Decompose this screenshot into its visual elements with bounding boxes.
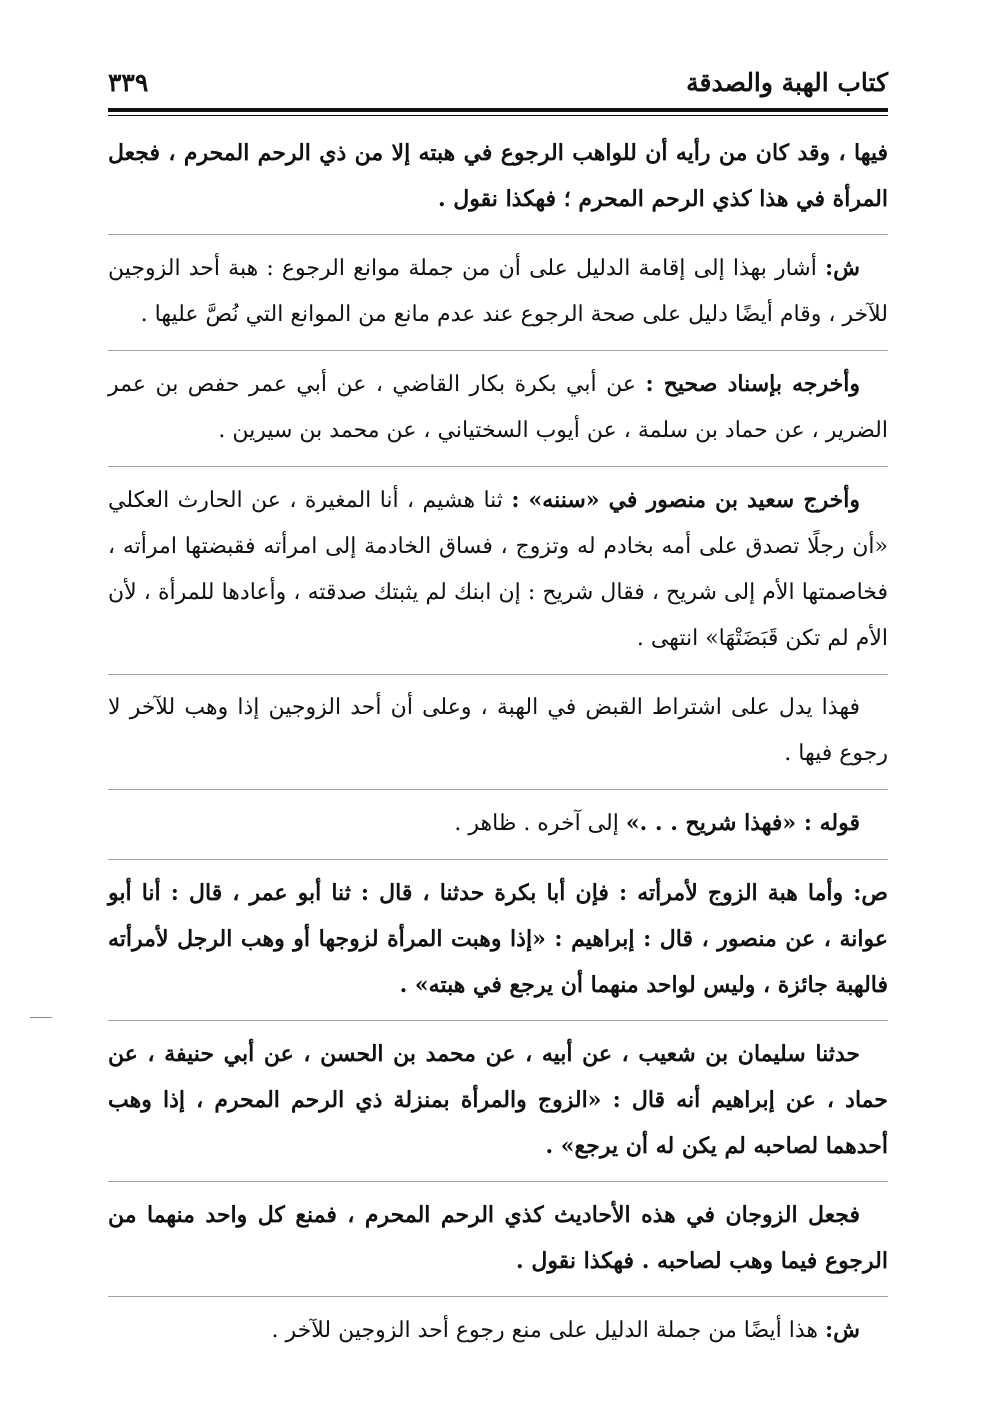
page-header — [108, 62, 888, 106]
margin-mark — [30, 1017, 52, 1018]
paragraph-text: فيها ، وقد كان من رأيه أن للواهب الرجوع في هبته إلا من ذي الرحم المحرم ، فجعل المرأة في هذا كذي الرحم المحرم ؛ فهكذا نقول . — [108, 140, 888, 212]
section-divider — [108, 859, 888, 860]
section-divider — [108, 789, 888, 790]
isnad-label: وأخرجه بإسناد صحيح : — [645, 371, 860, 397]
paragraph-text: فهذا يدل على اشتراط القبض في الهبة ، وعلى أن أحد الزوجين إذا وهب للآخر لا رجوع فيها . — [108, 695, 888, 766]
paragraph-text: فجعل الزوجان في هذه الأحاديث كذي الرحم المحرم ، فمنع كل واحد منهما من الرجوع فيما وهب لصاحبه . فهكذا نقول . — [108, 1202, 888, 1274]
section-divider — [108, 234, 888, 235]
book-page — [108, 62, 888, 1364]
paragraph-text: هذا أيضًا من جملة الدليل على منع رجوع أحد الزوجين للآخر . — [271, 1318, 819, 1343]
sharh-label: ش: — [825, 255, 861, 281]
section-divider — [108, 1181, 888, 1182]
paragraph-text: عن أبي بكرة بكار القاضي ، عن أبي عمر حفص بن عمر الضرير ، عن حماد بن سلمة ، عن أيوب السختياني ، عن محمد بن سيرين . — [108, 372, 888, 443]
section-divider — [108, 466, 888, 467]
page-number: ٣٣٩ — [108, 68, 149, 97]
header-rule-thick — [108, 108, 888, 112]
source-label: وأخرج سعيد بن منصور في «سننه» : — [511, 487, 860, 513]
sharh-label: ش: — [825, 1317, 860, 1343]
matn-label: ص: — [853, 880, 888, 906]
paragraph-matn-continuation — [108, 130, 888, 232]
paragraph-matn — [108, 870, 888, 1018]
header-rule-thin — [108, 115, 888, 116]
paragraph-isnad — [108, 361, 888, 464]
paragraph-text: وأما هبة الزوج لأمرأته : فإن أبا بكرة حدثنا ، قال : ثنا أبو عمر ، قال : أنا أبو عوانة ، عن منصور ، قال : إبراهيم : «إذا وهبت المرأة لزوجها أو وهب الرجل لأمرأته فالهبة جائزة ، وليس لواحد منهما أن يرجع في هبته» . — [108, 880, 888, 998]
section-divider — [108, 1020, 888, 1021]
paragraph-said-bin-mansur — [108, 477, 888, 672]
paragraph-sharh — [108, 245, 888, 348]
paragraph-matn-hadith — [108, 1031, 888, 1179]
running-title: كتاب الهبة والصدقة — [686, 68, 888, 97]
paragraph-sharh-final — [108, 1307, 888, 1364]
paragraph-text: أشار بهذا إلى إقامة الدليل على أن من جملة موانع الرجوع : هبة أحد الزوجين للآخر ، وقام أيضًا دليل على صحة الرجوع عند عدم مانع من الموانع التي نُصَّ عليها . — [108, 256, 888, 327]
paragraph-qawluhu — [108, 800, 888, 857]
section-divider — [108, 1296, 888, 1297]
paragraph-matn-ruling — [108, 1192, 888, 1294]
paragraph-conclusion — [108, 685, 888, 787]
section-divider — [108, 350, 888, 351]
section-divider — [108, 674, 888, 675]
paragraph-text: إلى آخره . ظاهر . — [454, 811, 619, 836]
paragraph-text: حدثنا سليمان بن شعيب ، عن أبيه ، عن محمد بن الحسن ، عن أبي حنيفة ، عن حماد ، عن إبراهيم أنه قال : «الزوج والمرأة بمنزلة ذي الرحم المحرم ، إذا وهب أحدهما لصاحبه لم يكن له أن يرجع» . — [108, 1041, 888, 1159]
paragraph-text: ثنا هشيم ، أنا المغيرة ، عن الحارث العكلي «أن رجلًا تصدق على أمه بخادم له وتزوج ، فساق الخادمة إلى امرأته فقبضتها امرأته ، فخاصمتها الأم إلى شريح ، فقال شريح : إن ابنك لم يثبتك صدقته ، وأعادها للمرأة ، لأن الأم لم تكن قَبَضَتْهَا» انتهى . — [108, 488, 888, 651]
qawluhu-label: قوله : «فهذا شريح . . .» — [625, 810, 860, 836]
